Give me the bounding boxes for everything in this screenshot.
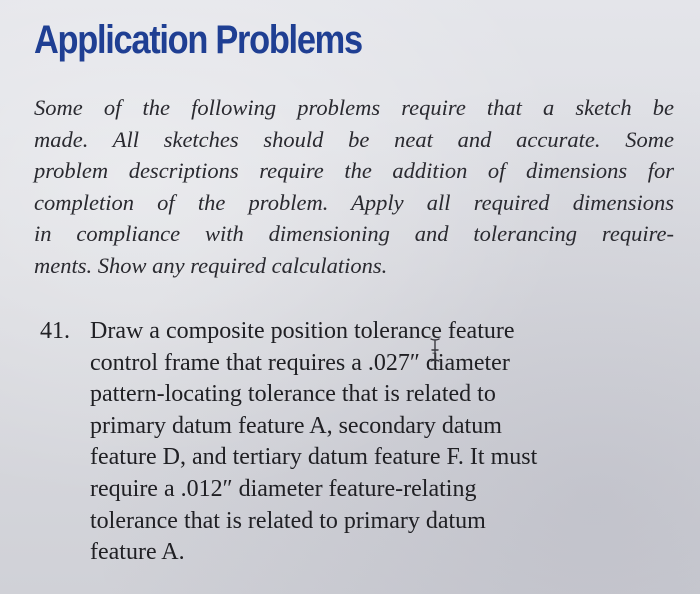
problem-line: control frame that requires a .027″ diameter	[90, 349, 510, 376]
intro-line: ments. Show any required calculations.	[34, 252, 388, 278]
problem-line: tolerance that is related to primary datum	[90, 507, 486, 534]
intro-line: in compliance with dimensioning and tolerancing require-	[34, 221, 674, 247]
intro-line: Some of the following problems require that a sketch be	[34, 95, 674, 120]
intro-line: problem descriptions require the addition of dimensions for	[34, 158, 674, 184]
problem-line: primary datum feature A, secondary datum	[90, 412, 502, 439]
problem-line: pattern-locating tolerance that is related to	[90, 381, 496, 408]
problem-line: feature D, and tertiary datum feature F. It must	[90, 444, 538, 471]
text-cursor-icon	[428, 338, 442, 362]
intro-paragraph	[34, 92, 674, 282]
problem-statement	[90, 316, 680, 569]
problem-number: 41.	[40, 318, 70, 344]
problem-line: feature A.	[90, 539, 185, 566]
problem-line: require a .012″ diameter feature-relating	[90, 475, 477, 502]
section-heading: Application Problems	[34, 18, 362, 62]
intro-line: completion of the problem. Apply all required dimensions	[34, 189, 674, 215]
problem-line: Draw a composite position tolerance feature	[90, 318, 515, 344]
intro-line: made. All sketches should be neat and accurate. Some	[34, 126, 674, 152]
